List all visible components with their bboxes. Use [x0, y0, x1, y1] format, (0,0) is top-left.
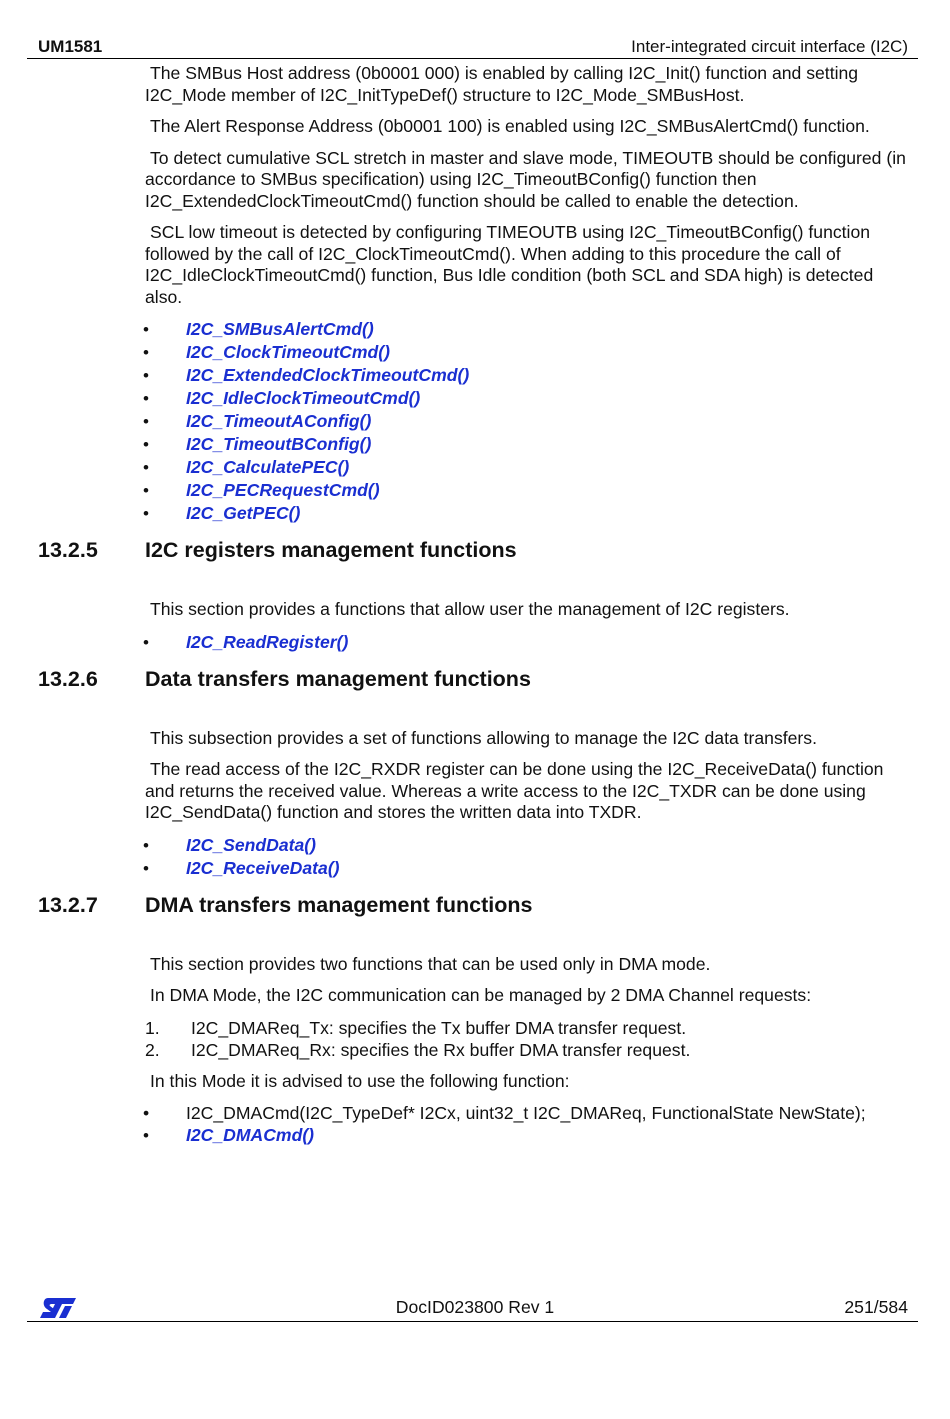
footer-divider — [27, 1321, 918, 1322]
bullet-icon: • — [143, 835, 149, 855]
list-item — [0, 479, 950, 502]
function-link[interactable]: I2C_ClockTimeoutCmd() — [186, 342, 390, 362]
function-link[interactable]: I2C_DMACmd() — [186, 1125, 315, 1145]
paragraph: The read access of the I2C_RXDR register can be done using the I2C_ReceiveData() function and returns the received value. Whereas a write access to the I2C_TXDR can be done using I2C_SendData() function and stores the written data into TXDR. — [145, 759, 884, 822]
chapter-title: Inter-integrated circuit interface (I2C) — [631, 37, 908, 56]
list-item — [0, 631, 950, 654]
list-item — [0, 364, 950, 387]
dma-request-list — [0, 1017, 950, 1061]
numbered-item — [0, 1039, 950, 1061]
function-link[interactable]: I2C_ReadRegister() — [186, 631, 349, 652]
function-link[interactable]: I2C_GetPEC() — [186, 503, 301, 523]
section-title: Data transfers management functions — [145, 666, 531, 691]
register-function-list — [0, 631, 950, 654]
bullet-icon: • — [143, 320, 149, 339]
function-link[interactable]: I2C_SMBusAlertCmd() — [186, 319, 374, 339]
function-link[interactable]: I2C_PECRequestCmd() — [186, 480, 380, 500]
bullet-icon: • — [143, 1126, 149, 1145]
section-number: 13.2.5 — [38, 538, 98, 562]
bullet-icon: • — [143, 343, 149, 362]
section-number: 13.2.6 — [38, 666, 98, 691]
paragraph: The SMBus Host address (0b0001 000) is enabled by calling I2C_Init() function and setting I2C_Mode member of I2C_InitTypeDef() structure to I2C_Mode_SMBusHost. — [145, 63, 859, 105]
doc-id: DocID023800 Rev 1 — [395, 1297, 555, 1317]
page-number: 251/584 — [844, 1297, 908, 1317]
section-heading-13-2-7 — [0, 892, 950, 954]
list-item — [0, 387, 950, 410]
bullet-icon: • — [143, 458, 149, 477]
list-item — [0, 1124, 950, 1147]
function-link[interactable]: I2C_CalculatePEC() — [186, 457, 350, 477]
list-item — [0, 318, 950, 341]
item-text: I2C_DMAReq_Rx: specifies the Rx buffer DMA transfer request. — [191, 1039, 691, 1060]
function-link[interactable]: I2C_TimeoutAConfig() — [186, 411, 372, 431]
paragraph: This section provides a functions that allow user the management of I2C registers. — [150, 599, 790, 619]
function-link[interactable]: I2C_ReceiveData() — [186, 857, 340, 878]
paragraph: To detect cumulative SCL stretch in master and slave mode, TIMEOUTB should be configured (in accordance to SMBus specification) using I2C_TimeoutBConfig() function then I2C_ExtendedClockTimeoutCmd() function should be called to enable the detection. — [145, 147, 906, 211]
bullet-icon: • — [143, 1103, 150, 1123]
list-item — [0, 502, 950, 525]
bullet-icon: • — [143, 389, 149, 408]
numbered-item — [0, 1017, 950, 1039]
function-link[interactable]: I2C_SendData() — [186, 834, 317, 855]
bullet-icon: • — [143, 858, 149, 878]
paragraph: SCL low timeout is detected by configuring TIMEOUTB using I2C_TimeoutBConfig() function followed by the call of I2C_ClockTimeoutCmd(). When adding to this procedure the call of I2C_IdleClockTimeoutCmd() function, Bus Idle condition (both SCL and SDA high) is detected also. — [145, 222, 874, 307]
bullet-icon: • — [143, 481, 149, 500]
page-content — [0, 62, 950, 1157]
function-link[interactable]: I2C_IdleClockTimeoutCmd() — [186, 388, 421, 408]
paragraph: The Alert Response Address (0b0001 100) is enabled using I2C_SMBusAlertCmd() function. — [150, 116, 870, 136]
paragraph: In DMA Mode, the I2C communication can be managed by 2 DMA Channel requests: — [150, 985, 812, 1005]
section-title: I2C registers management functions — [145, 538, 517, 562]
bullet-icon: • — [143, 366, 149, 385]
list-item — [0, 857, 950, 880]
bullet-icon: • — [143, 412, 149, 431]
data-transfer-function-list — [0, 834, 950, 880]
paragraph: In this Mode it is advised to use the following function: — [150, 1070, 570, 1091]
doc-code: UM1581 — [38, 37, 103, 56]
item-text: I2C_DMAReq_Tx: specifies the Tx buffer DMA transfer request. — [191, 1017, 687, 1038]
list-item — [0, 456, 950, 479]
dma-function-signature-list — [0, 1102, 950, 1124]
bullet-icon: • — [143, 435, 149, 454]
header-divider — [27, 58, 918, 59]
section-title: DMA transfers management functions — [145, 892, 533, 917]
bullet-icon: • — [143, 632, 149, 652]
section-heading-13-2-5 — [0, 537, 950, 599]
dma-function-list — [0, 1124, 950, 1147]
list-item — [0, 433, 950, 456]
item-number: 1. — [145, 1017, 160, 1038]
function-link[interactable]: I2C_ExtendedClockTimeoutCmd() — [186, 365, 470, 385]
function-signature: I2C_DMACmd(I2C_TypeDef* I2Cx, uint32_t I2C_DMAReq, FunctionalState NewState); — [186, 1103, 866, 1123]
paragraph: This subsection provides a set of functions allowing to manage the I2C data transfers. — [150, 727, 817, 748]
list-item — [0, 341, 950, 364]
item-number: 2. — [145, 1039, 160, 1060]
section-number: 13.2.7 — [38, 892, 98, 917]
list-item — [0, 834, 950, 857]
list-item — [0, 410, 950, 433]
function-link[interactable]: I2C_TimeoutBConfig() — [186, 434, 372, 454]
smbus-function-list — [0, 318, 950, 525]
section-heading-13-2-6 — [0, 666, 950, 728]
bullet-icon: • — [143, 504, 149, 523]
paragraph: This section provides two functions that can be used only in DMA mode. — [150, 953, 711, 974]
list-item — [0, 1102, 950, 1124]
